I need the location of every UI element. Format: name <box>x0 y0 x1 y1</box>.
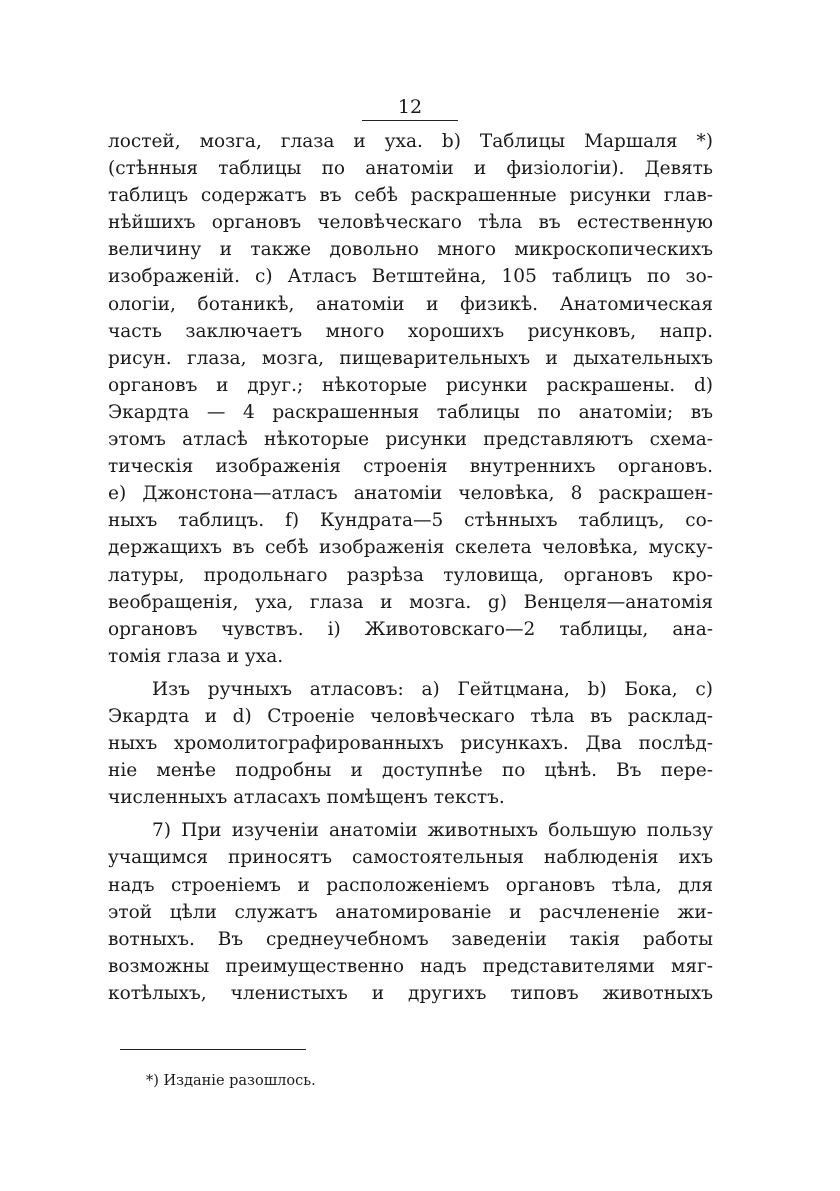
text-line: 7) При изученiи анатомiи животныхъ большую пользу <box>152 820 713 842</box>
text-line: латуры, продольнаго разрѣза туловища, органовъ кро- <box>108 564 713 586</box>
text-line: изображенiй. c) Атласъ Ветштейна, 105 таблицъ по зо- <box>108 266 713 288</box>
text-line: возможны преимущественно надъ представителями мяг- <box>108 955 713 977</box>
text-line: вотныхъ. Въ среднеучебномъ заведенiи такiя работы <box>108 928 713 950</box>
text-line: таблицъ содержатъ въ себѣ раскрашенные рисунки глав- <box>108 185 713 207</box>
text-line: величину и также довольно много микроскопическихъ <box>108 239 713 261</box>
body-text <box>108 128 713 1007</box>
text-line: держащихъ въ себѣ изображенiя скелета человѣка, муску- <box>108 537 713 559</box>
text-line: этомъ атласѣ нѣкоторые рисунки представляютъ схема- <box>108 429 713 451</box>
text-line: рисун. глаза, мозга, пищеварительныхъ и дыхательныхъ <box>108 347 713 369</box>
text-line: котѣлыхъ, членистыхъ и другихъ типовъ животныхъ <box>108 982 713 1004</box>
text-line: численныхъ атласахъ помѣщенъ текстъ. <box>108 787 505 809</box>
text-line: Экардта и d) Строенiе человѣческаго тѣла въ расклад- <box>108 705 713 727</box>
text-line: Экардта — 4 раскрашенныя таблицы по анатомiи; въ <box>108 401 713 423</box>
text-line: веобращенiя, уха, глаза и мозга. g) Венцеля—анатомiя <box>108 591 713 613</box>
text-line: нiе менѣе подробны и доступнѣе по цѣнѣ. Въ пере- <box>108 760 713 782</box>
page-number-rule <box>362 120 458 121</box>
text-line: ологiи, ботаникѣ, анатомiи и физикѣ. Анатомическая <box>108 293 713 315</box>
text-line: органовъ и друг.; нѣкоторые рисунки раскрашены. d) <box>108 374 713 396</box>
text-line: ныхъ хромолитографированныхъ рисункахъ. Два послѣд- <box>108 733 713 755</box>
text-line: тическiя изображенiя строенiя внутреннихъ органовъ. <box>108 456 713 478</box>
text-line: e) Джонстона—атласъ анатомiи человѣка, 8 раскрашен- <box>108 483 713 505</box>
footnote-separator <box>120 1049 306 1050</box>
text-line: томiя глаза и уха. <box>108 645 284 667</box>
text-line: часть заключаетъ много хорошихъ рисунковъ, напр. <box>108 320 713 342</box>
text-line: надъ строенiемъ и расположенiемъ органовъ тѣла, для <box>108 874 713 896</box>
footnote: *) Изданiе разошлось. <box>146 1073 316 1089</box>
text-line: (стѣнныя таблицы по анатомiи и физiологiи). Девять <box>108 158 713 180</box>
text-line: органовъ чувствъ. i) Животовскаго—2 таблицы, ана- <box>108 618 713 640</box>
text-line: нѣйшихъ органовъ человѣческаго тѣла въ естественную <box>108 212 713 234</box>
text-line: этой цѣли служатъ анатомированiе и расчлененiе жи- <box>108 901 713 923</box>
page-number: 12 <box>397 96 423 118</box>
text-line: учащимся приносятъ самостоятельныя наблюденiя ихъ <box>108 847 713 869</box>
text-line: лостей, мозга, глаза и уха. b) Таблицы Маршаля *) <box>108 131 713 152</box>
text-line: Изъ ручныхъ атласовъ: а) Гейтцмана, b) Бока, c) <box>152 678 713 700</box>
text-line: ныхъ таблицъ. f) Кундрата—5 стѣнныхъ таблицъ, со- <box>108 510 713 532</box>
